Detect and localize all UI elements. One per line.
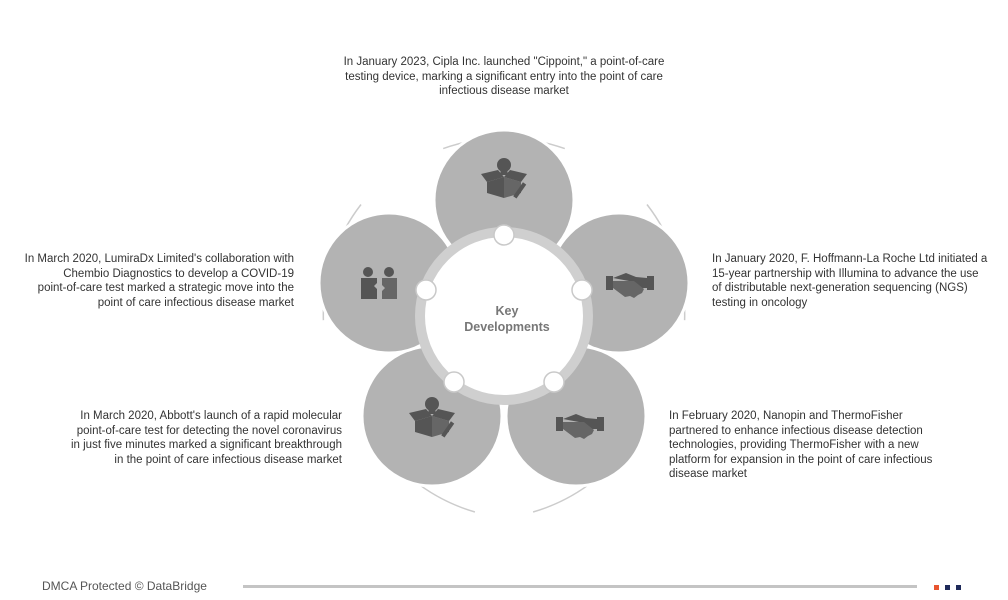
text-line: partnered to enhance infectious disease detection [669, 424, 923, 437]
text-line: disease market [669, 468, 747, 481]
connector-node [494, 225, 514, 245]
text-line: in the point of care infectious disease market [114, 453, 342, 466]
development-text-left [8, 252, 294, 310]
text-line: point-of-care test for detecting the novel coronavirus [76, 424, 342, 437]
footer-square-navy [945, 585, 950, 590]
development-text-bottom-right [669, 409, 959, 482]
text-line: point of care infectious disease market [97, 296, 294, 309]
text-line: 15-year partnership with Illumina to advance the use [712, 267, 979, 280]
text-line: of distributable next-generation sequencing (NGS) [712, 282, 968, 295]
connector-node [416, 280, 436, 300]
text-line: infectious disease market [439, 85, 569, 98]
text-line: In January 2020, F. Hoffmann-La Roche Ltd initiated a [712, 253, 988, 265]
connector-node [572, 280, 592, 300]
text-line: In March 2020, LumiraDx Limited's collaboration with [24, 253, 294, 265]
development-text-bottom-left [45, 409, 342, 467]
text-line: Chembio Diagnostics to develop a COVID-19 [63, 267, 294, 280]
text-line: testing device, marking a significant entry into the point of care [345, 70, 663, 83]
footer-square-navy [956, 585, 961, 590]
center-label-line1: Key [495, 304, 519, 318]
text-line: point-of-care test marked a strategic move into the [37, 282, 294, 295]
text-line: technologies, providing ThermoFisher with a new [669, 439, 919, 452]
text-line: In February 2020, Nanopin and ThermoFisher [669, 410, 903, 422]
development-text-right [712, 252, 1002, 310]
footer-square-orange [934, 585, 939, 590]
footer-dmca-text: DMCA Protected © DataBridge [42, 579, 207, 593]
text-line: in just five minutes marked a significant breakthrough [70, 439, 342, 452]
text-line: In March 2020, Abbott's launch of a rapid molecular [80, 410, 342, 422]
center-label-line2: Developments [464, 320, 550, 334]
text-line: In January 2023, Cipla Inc. launched "Cippoint," a point-of-care [343, 56, 665, 68]
connector-node [444, 372, 464, 392]
development-text-top [330, 55, 678, 99]
text-line: platform for expansion in the point of care infectious [669, 453, 933, 466]
connector-node [544, 372, 564, 392]
text-line: testing in oncology [712, 296, 808, 309]
footer-divider [243, 585, 917, 588]
